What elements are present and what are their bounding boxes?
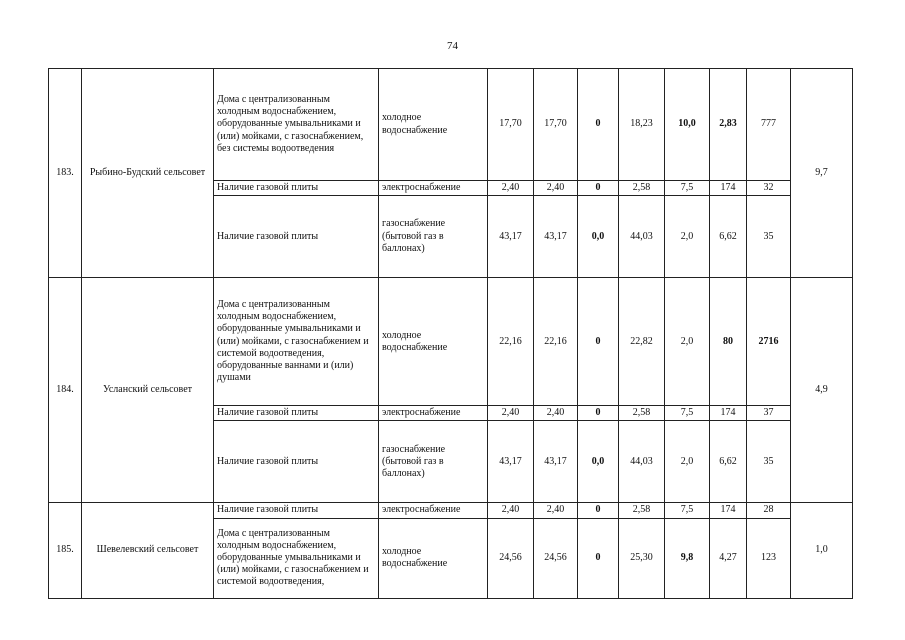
value-cell: 2,58 [619, 181, 665, 196]
value-cell: 2,40 [534, 406, 578, 421]
value-cell: 174 [710, 503, 747, 518]
value-cell: 2,0 [665, 278, 710, 406]
row-description: Дома с централизованным холодным водоснабжением, оборудованные умывальниками и (или) мойками, с газоснабжением, без системы водоотведения [214, 69, 379, 181]
final-value: 9,7 [791, 69, 853, 278]
value-cell: 0 [578, 69, 619, 181]
page-number: 74 [447, 40, 458, 52]
final-value: 4,9 [791, 278, 853, 503]
value-cell: 174 [710, 406, 747, 421]
tariff-table [48, 68, 853, 599]
value-cell: 22,82 [619, 278, 665, 406]
value-cell: 43,17 [534, 196, 578, 278]
value-cell: 2,40 [488, 181, 534, 196]
value-cell: 174 [710, 181, 747, 196]
value-cell: 35 [747, 196, 791, 278]
value-cell: 28 [747, 503, 791, 518]
value-cell: 25,30 [619, 518, 665, 598]
value-cell: 22,16 [488, 278, 534, 406]
value-cell: 43,17 [488, 196, 534, 278]
value-cell: 43,17 [488, 421, 534, 503]
value-cell: 44,03 [619, 421, 665, 503]
value-cell: 37 [747, 406, 791, 421]
row-service: холодное водоснабжение [379, 518, 488, 598]
value-cell: 123 [747, 518, 791, 598]
value-cell: 0 [578, 278, 619, 406]
value-cell: 6,62 [710, 421, 747, 503]
row-description: Дома с централизованным холодным водоснабжением, оборудованные умывальниками и (или) мойками, с газоснабжением и системой водоотведения, оборудованные ваннами и (или) душами [214, 278, 379, 406]
value-cell: 24,56 [534, 518, 578, 598]
value-cell: 0,0 [578, 421, 619, 503]
value-cell: 2,0 [665, 196, 710, 278]
value-cell: 32 [747, 181, 791, 196]
section-number: 183. [49, 69, 82, 278]
row-description: Наличие газовой плиты [214, 421, 379, 503]
value-cell: 7,5 [665, 503, 710, 518]
table-row [49, 503, 853, 518]
row-service: холодное водоснабжение [379, 69, 488, 181]
value-cell: 2,40 [534, 181, 578, 196]
value-cell: 35 [747, 421, 791, 503]
value-cell: 2,40 [534, 503, 578, 518]
row-service: холодное водоснабжение [379, 278, 488, 406]
value-cell: 777 [747, 69, 791, 181]
final-value: 1,0 [791, 503, 853, 598]
row-service: газоснабжение (бытовой газ в баллонах) [379, 421, 488, 503]
row-description: Дома с централизованным холодным водоснабжением, оборудованные умывальниками и (или) мойками, с газоснабжением и системой водоотведения, [214, 518, 379, 598]
row-service: электроснабжение [379, 181, 488, 196]
value-cell: 2,40 [488, 503, 534, 518]
value-cell: 2,0 [665, 421, 710, 503]
row-description: Наличие газовой плиты [214, 503, 379, 518]
section-number: 185. [49, 503, 82, 598]
value-cell: 7,5 [665, 406, 710, 421]
value-cell: 9,8 [665, 518, 710, 598]
table-row [49, 278, 853, 406]
value-cell: 43,17 [534, 421, 578, 503]
value-cell: 24,56 [488, 518, 534, 598]
row-service: электроснабжение [379, 406, 488, 421]
council-name: Рыбино-Будский сельсовет [82, 69, 214, 278]
row-description: Наличие газовой плиты [214, 406, 379, 421]
value-cell: 2716 [747, 278, 791, 406]
row-service: газоснабжение (бытовой газ в баллонах) [379, 196, 488, 278]
row-service: электроснабжение [379, 503, 488, 518]
value-cell: 0 [578, 518, 619, 598]
value-cell: 22,16 [534, 278, 578, 406]
value-cell: 44,03 [619, 196, 665, 278]
value-cell: 17,70 [488, 69, 534, 181]
value-cell: 2,83 [710, 69, 747, 181]
value-cell: 7,5 [665, 181, 710, 196]
value-cell: 0 [578, 181, 619, 196]
value-cell: 0 [578, 503, 619, 518]
row-description: Наличие газовой плиты [214, 196, 379, 278]
value-cell: 18,23 [619, 69, 665, 181]
value-cell: 17,70 [534, 69, 578, 181]
council-name: Усланский сельсовет [82, 278, 214, 503]
value-cell: 2,58 [619, 406, 665, 421]
row-description: Наличие газовой плиты [214, 181, 379, 196]
value-cell: 0 [578, 406, 619, 421]
value-cell: 0,0 [578, 196, 619, 278]
table-row [49, 69, 853, 181]
value-cell: 10,0 [665, 69, 710, 181]
value-cell: 80 [710, 278, 747, 406]
value-cell: 6,62 [710, 196, 747, 278]
section-number: 184. [49, 278, 82, 503]
value-cell: 2,40 [488, 406, 534, 421]
council-name: Шевелевский сельсовет [82, 503, 214, 598]
value-cell: 2,58 [619, 503, 665, 518]
value-cell: 4,27 [710, 518, 747, 598]
